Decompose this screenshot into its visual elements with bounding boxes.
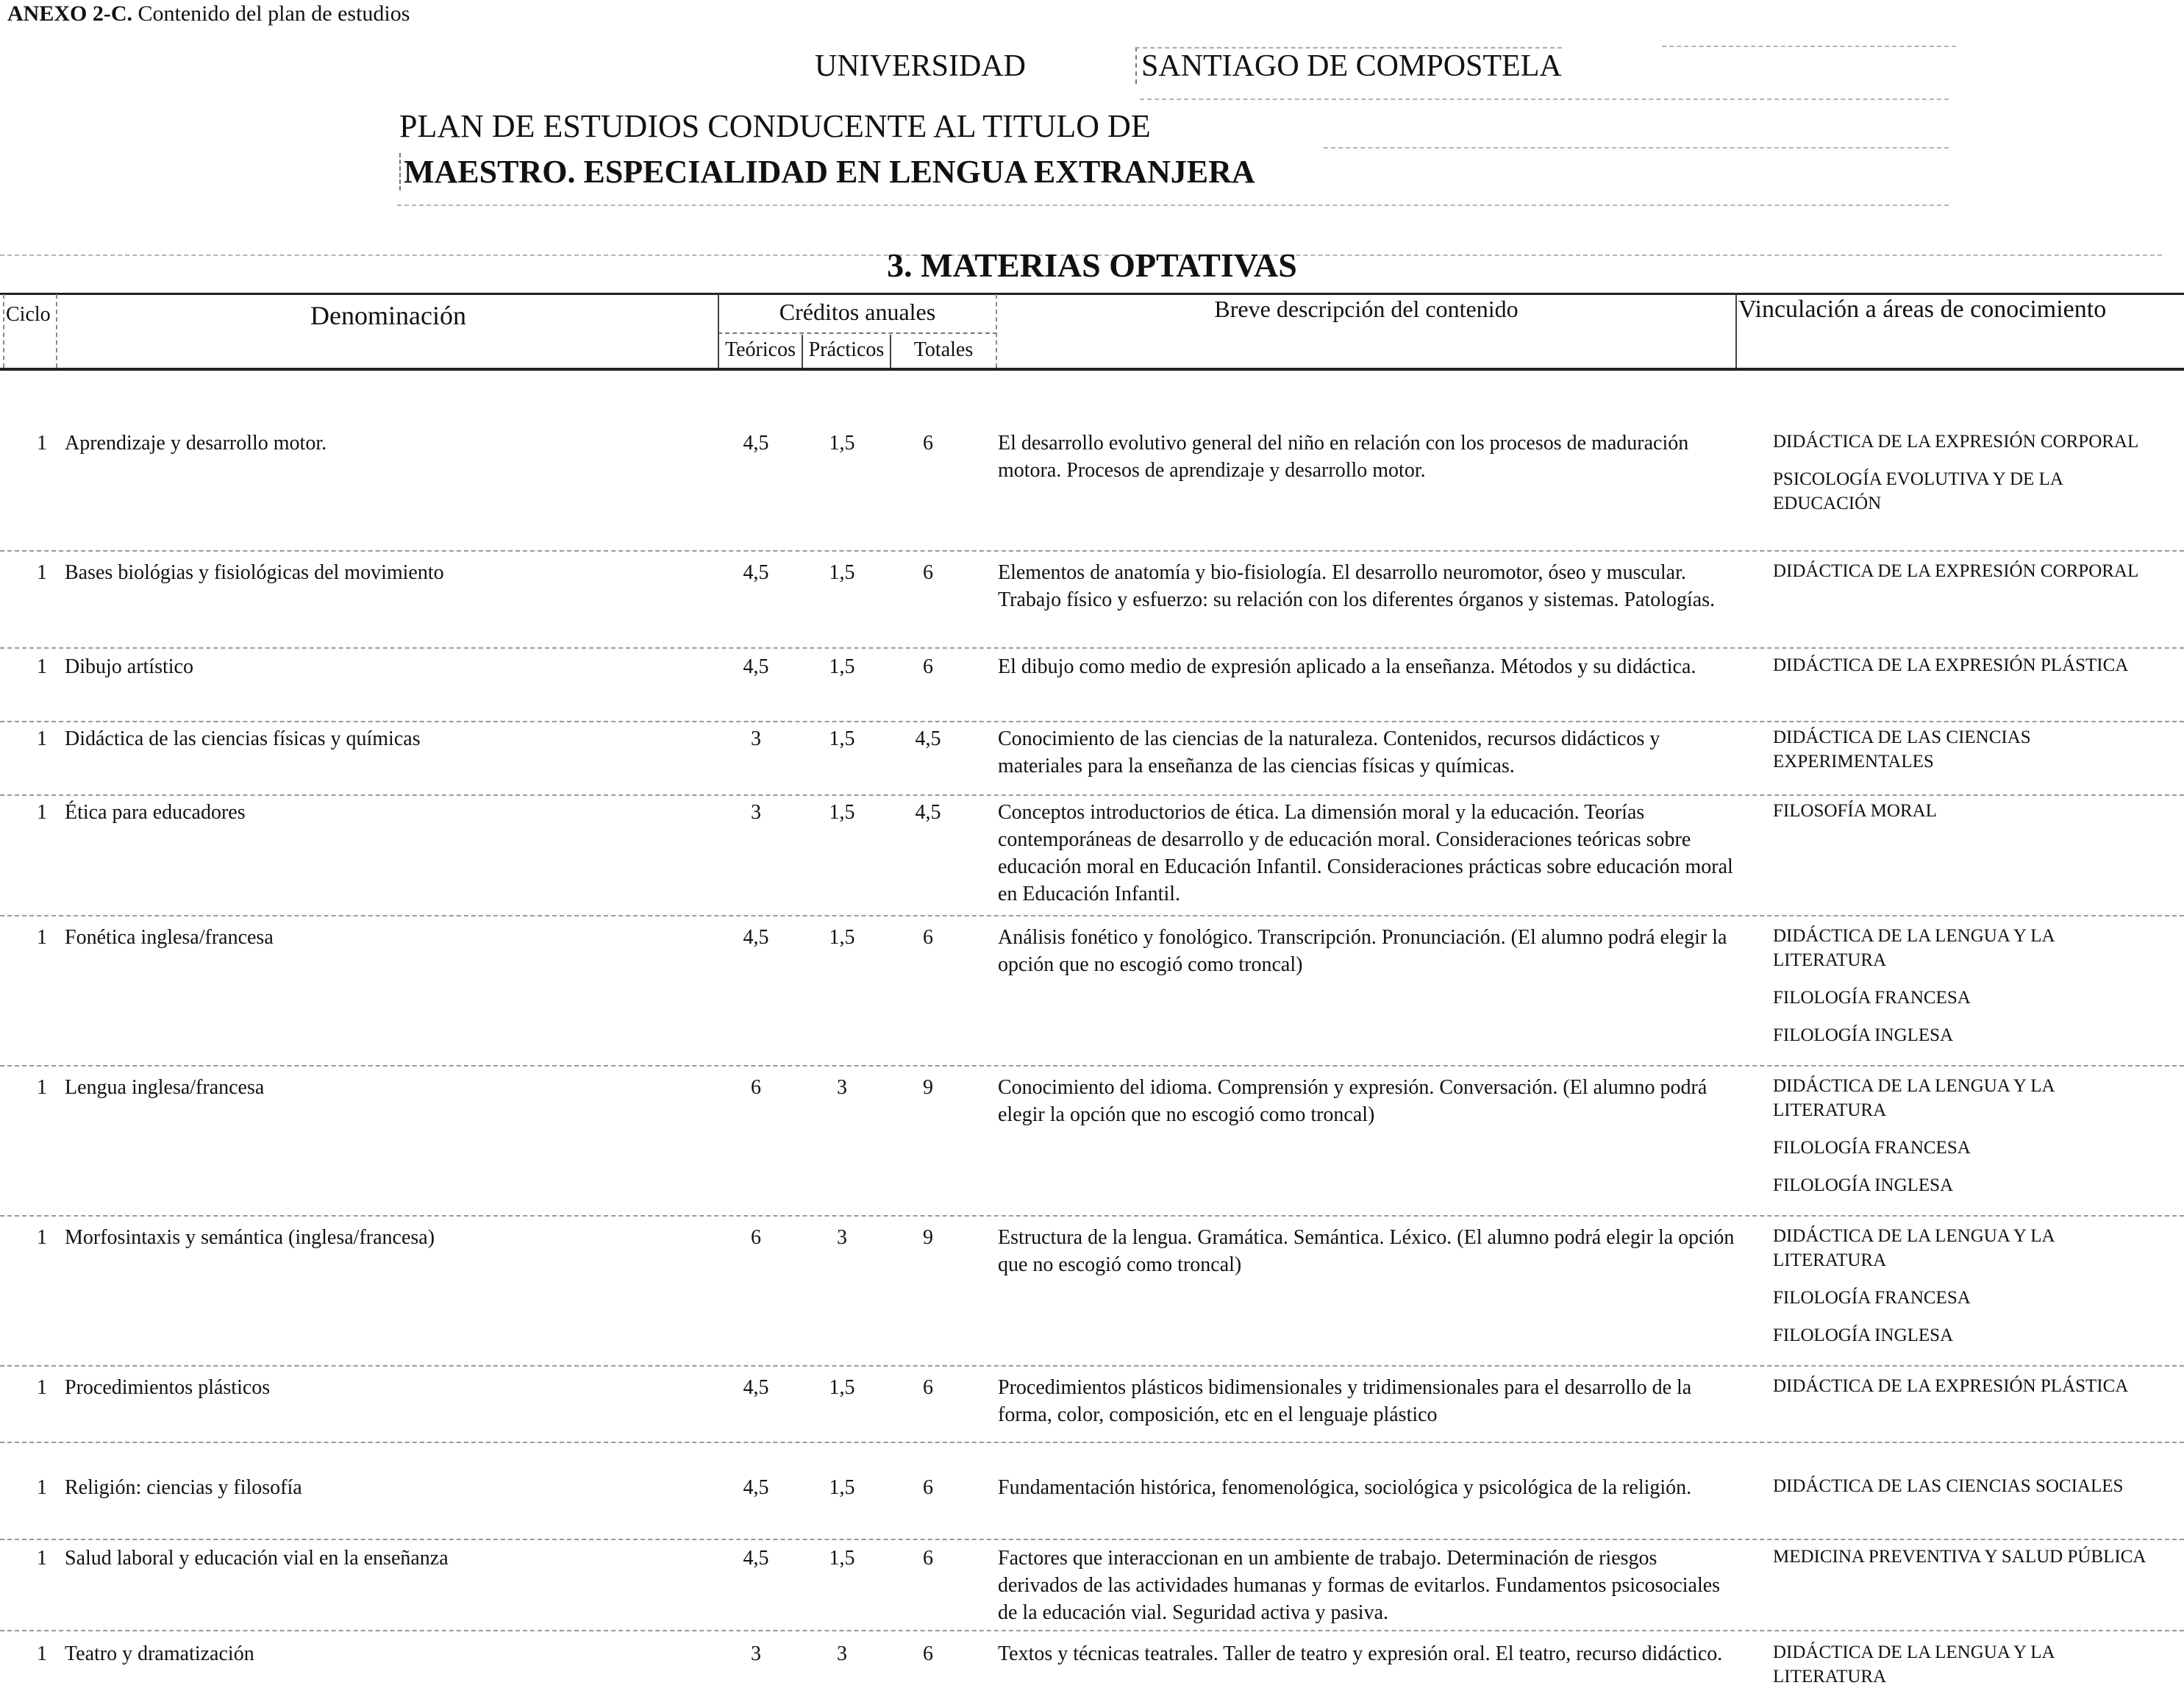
cell-teoricos: 4,5: [743, 1476, 769, 1499]
area-item: MEDICINA PREVENTIVA Y SALUD PÚBLICA: [1773, 1547, 2146, 1567]
cell-areas: [1773, 799, 2155, 836]
university-name: SANTIAGO DE COMPOSTELA: [1135, 47, 1562, 84]
row-separator: [0, 794, 2184, 796]
area-item: DIDÁCTICA DE LA LENGUA Y LA LITERATURA: [1773, 1226, 2055, 1270]
cell-totales: 9: [923, 1226, 933, 1249]
cell-practicos: 1,5: [829, 1547, 855, 1570]
cell-totales: 4,5: [915, 727, 941, 750]
cell-ciclo: 1: [37, 1076, 47, 1099]
cell-areas: [1773, 924, 2155, 1061]
cell-descripcion: Conceptos introductorios de ética. La dimensión moral y la educación. Teorías contemporáneas de desarrollo y de educación moral. Consideraciones teóricas sobre educación moral en Educación Infantil. Consideraciones prácticas sobre educación moral en Educación Infantil.: [998, 801, 1733, 905]
cell-ciclo: 1: [37, 1642, 47, 1665]
header-denominacion: Denominación: [310, 301, 466, 330]
cell-practicos: 1,5: [829, 801, 855, 824]
form-line: [1140, 99, 1949, 100]
cell-totales: 6: [923, 926, 933, 949]
cell-teoricos: 4,5: [743, 926, 769, 949]
header-totales: Totales: [913, 338, 974, 361]
area-item: DIDÁCTICA DE LAS CIENCIAS EXPERIMENTALES: [1773, 727, 2031, 772]
cell-areas: [1773, 430, 2155, 529]
cell-areas: [1773, 1640, 2155, 1702]
credits-subheader-rule: [718, 332, 997, 334]
area-item: FILOLOGÍA INGLESA: [1773, 1325, 1954, 1345]
column-divider: [3, 294, 4, 368]
cell-areas: [1773, 725, 2155, 787]
cell-denominacion: Didáctica de las ciencias físicas y químicas: [65, 727, 421, 750]
university-label: UNIVERSIDAD: [815, 49, 1026, 83]
cell-descripcion: Textos y técnicas teatrales. Taller de teatro y expresión oral. El teatro, recurso didáctico.: [998, 1642, 1723, 1665]
cell-teoricos: 6: [751, 1076, 761, 1099]
cell-ciclo: 1: [37, 655, 47, 678]
degree-title: MAESTRO. ESPECIALIDAD EN LENGUA EXTRANJERA: [399, 153, 1255, 191]
header-descripcion: Breve descripción del contenido: [1214, 296, 1519, 322]
cell-denominacion: Morfosintaxis y semántica (inglesa/francesa): [65, 1226, 435, 1249]
cell-totales: 6: [923, 1376, 933, 1399]
column-divider: [1735, 294, 1737, 368]
cell-descripcion: El dibujo como medio de expresión aplicado a la enseñanza. Métodos y su didáctica.: [998, 655, 1696, 678]
annex-title: Contenido del plan de estudios: [138, 1, 410, 26]
cell-ciclo: 1: [37, 432, 47, 455]
area-item: DIDÁCTICA DE LA LENGUA Y LA LITERATURA: [1773, 926, 2055, 970]
section-title: 3. MATERIAS OPTATIVAS: [887, 246, 1297, 284]
cell-practicos: 1,5: [829, 727, 855, 750]
cell-totales: 6: [923, 432, 933, 455]
cell-ciclo: 1: [37, 1547, 47, 1570]
cell-areas: [1773, 559, 2155, 597]
form-line: [397, 204, 1949, 206]
cell-ciclo: 1: [37, 1376, 47, 1399]
cell-teoricos: 6: [751, 1226, 761, 1249]
cell-descripcion: Elementos de anatomía y bio-fisiología. El desarrollo neuromotor, óseo y muscular. Trabajo físico y esfuerzo: su relación con los diferentes órganos y sistemas. Patologías.: [998, 561, 1716, 611]
header-creditos: Créditos anuales: [779, 299, 936, 325]
cell-denominacion: Religión: ciencias y filosofía: [65, 1476, 302, 1499]
cell-areas: [1773, 653, 2155, 691]
cell-totales: 6: [923, 1476, 933, 1499]
cell-teoricos: 4,5: [743, 432, 769, 455]
annex-heading: [7, 1, 410, 26]
cell-areas: [1773, 1374, 2155, 1411]
row-separator: [0, 1630, 2184, 1631]
cell-teoricos: 3: [751, 727, 761, 750]
cell-teoricos: 4,5: [743, 561, 769, 584]
area-item: DIDÁCTICA DE LAS CIENCIAS SOCIALES: [1773, 1476, 2124, 1496]
cell-descripcion: Fundamentación histórica, fenomenológica, sociológica y psicológica de la religión.: [998, 1476, 1692, 1499]
row-separator: [0, 550, 2184, 552]
cell-practicos: 3: [837, 1642, 847, 1665]
cell-descripcion: Procedimientos plásticos bidimensionales y tridimensionales para el desarrollo de la forma, color, composición, etc en el lenguaje plástico: [998, 1376, 1692, 1426]
cell-practicos: 1,5: [829, 1376, 855, 1399]
cell-totales: 6: [923, 1547, 933, 1570]
form-line: [1324, 147, 1949, 149]
cell-denominacion: Fonética inglesa/francesa: [65, 926, 274, 949]
cell-descripcion: Conocimiento del idioma. Comprensión y expresión. Conversación. (El alumno podrá elegir la opción que no escogió como troncal): [998, 1076, 1707, 1126]
cell-descripcion: El desarrollo evolutivo general del niño en relación con los procesos de maduración motora. Procesos de aprendizaje y desarrollo motor.: [998, 432, 1689, 482]
cell-denominacion: Lengua inglesa/francesa: [65, 1076, 265, 1099]
cell-areas: [1773, 1074, 2155, 1211]
cell-areas: [1773, 1224, 2155, 1361]
cell-denominacion: Salud laboral y educación vial en la enseñanza: [65, 1547, 449, 1570]
cell-descripcion: Análisis fonético y fonológico. Transcripción. Pronunciación. (El alumno podrá elegir la opción que no escogió como troncal): [998, 926, 1727, 976]
cell-teoricos: 4,5: [743, 1376, 769, 1399]
column-divider: [56, 294, 57, 368]
header-teoricos: Teóricos: [724, 338, 796, 361]
area-item: DIDÁCTICA DE LA EXPRESIÓN CORPORAL: [1773, 432, 2139, 452]
row-separator: [0, 721, 2184, 722]
area-item: FILOLOGÍA INGLESA: [1773, 1025, 1954, 1045]
cell-denominacion: Aprendizaje y desarrollo motor.: [65, 432, 327, 455]
header-practicos: Prácticos: [808, 338, 885, 361]
row-separator: [0, 915, 2184, 916]
area-item: DIDÁCTICA DE LA LENGUA Y LA LITERATURA: [1773, 1642, 2055, 1687]
cell-practicos: 1,5: [829, 1476, 855, 1499]
form-line: [1662, 46, 1956, 47]
area-item: FILOSOFÍA MORAL: [1773, 801, 1937, 821]
cell-teoricos: 3: [751, 1642, 761, 1665]
cell-areas: [1773, 1474, 2155, 1511]
table-top-rule: [0, 293, 2184, 295]
row-separator: [0, 647, 2184, 649]
cell-ciclo: 1: [37, 727, 47, 750]
cell-totales: 9: [923, 1076, 933, 1099]
area-item: FILOLOGÍA INGLESA: [1773, 1175, 1954, 1195]
cell-denominacion: Ética para educadores: [65, 801, 246, 824]
cell-practicos: 3: [837, 1226, 847, 1249]
cell-ciclo: 1: [37, 926, 47, 949]
cell-denominacion: Procedimientos plásticos: [65, 1376, 271, 1399]
area-item: PSICOLOGÍA EVOLUTIVA Y DE LA EDUCACIÓN: [1773, 469, 2063, 513]
area-item: FILOLOGÍA FRANCESA: [1773, 1288, 1971, 1308]
cell-ciclo: 1: [37, 561, 47, 584]
area-item: DIDÁCTICA DE LA EXPRESIÓN PLÁSTICA: [1773, 655, 2129, 675]
cell-practicos: 1,5: [829, 655, 855, 678]
cell-teoricos: 4,5: [743, 655, 769, 678]
row-separator: [0, 1065, 2184, 1067]
cell-descripcion: Estructura de la lengua. Gramática. Semántica. Léxico. (El alumno podrá elegir la opción que no escogió como troncal): [998, 1226, 1735, 1276]
area-item: DIDÁCTICA DE LA EXPRESIÓN PLÁSTICA: [1773, 1376, 2129, 1396]
header-areas: Vinculación a áreas de conocimiento: [1738, 296, 2107, 323]
row-separator: [0, 1539, 2184, 1540]
area-item: DIDÁCTICA DE LA LENGUA Y LA LITERATURA: [1773, 1076, 2055, 1120]
cell-ciclo: 1: [37, 1476, 47, 1499]
area-item: FILOLOGÍA FRANCESA: [1773, 988, 1971, 1008]
area-item: FILOLOGÍA FRANCESA: [1773, 1138, 1971, 1158]
header-ciclo: Ciclo: [6, 303, 51, 326]
cell-practicos: 1,5: [829, 432, 855, 455]
cell-ciclo: 1: [37, 801, 47, 824]
cell-practicos: 1,5: [829, 926, 855, 949]
row-separator: [0, 1442, 2184, 1443]
cell-areas: [1773, 1545, 2155, 1582]
cell-descripcion: Conocimiento de las ciencias de la naturaleza. Contenidos, recursos didácticos y materiales para la enseñanza de las ciencias físicas y químicas.: [998, 727, 1660, 777]
plan-line: PLAN DE ESTUDIOS CONDUCENTE AL TITULO DE: [399, 108, 1151, 144]
row-separator: [0, 1215, 2184, 1217]
cell-totales: 6: [923, 655, 933, 678]
cell-totales: 4,5: [915, 801, 941, 824]
area-item: DIDÁCTICA DE LA EXPRESIÓN CORPORAL: [1773, 561, 2139, 581]
cell-teoricos: 3: [751, 801, 761, 824]
cell-practicos: 1,5: [829, 561, 855, 584]
cell-denominacion: Bases biológias y fisiológicas del movimiento: [65, 561, 444, 584]
cell-descripcion: Factores que interaccionan en un ambiente de trabajo. Determinación de riesgos derivados de las actividades humanas y formas de evitarlos. Fundamentos psicosociales de la educación vial. Seguridad activa y pasiva.: [998, 1547, 1721, 1624]
cell-teoricos: 4,5: [743, 1547, 769, 1570]
table-header-rule: [0, 368, 2184, 371]
cell-ciclo: 1: [37, 1226, 47, 1249]
row-separator: [0, 1365, 2184, 1367]
cell-denominacion: Teatro y dramatización: [65, 1642, 254, 1665]
cell-totales: 6: [923, 561, 933, 584]
annex-label: ANEXO 2-C.: [7, 1, 132, 26]
cell-practicos: 3: [837, 1076, 847, 1099]
cell-denominacion: Dibujo artístico: [65, 655, 193, 678]
cell-totales: 6: [923, 1642, 933, 1665]
